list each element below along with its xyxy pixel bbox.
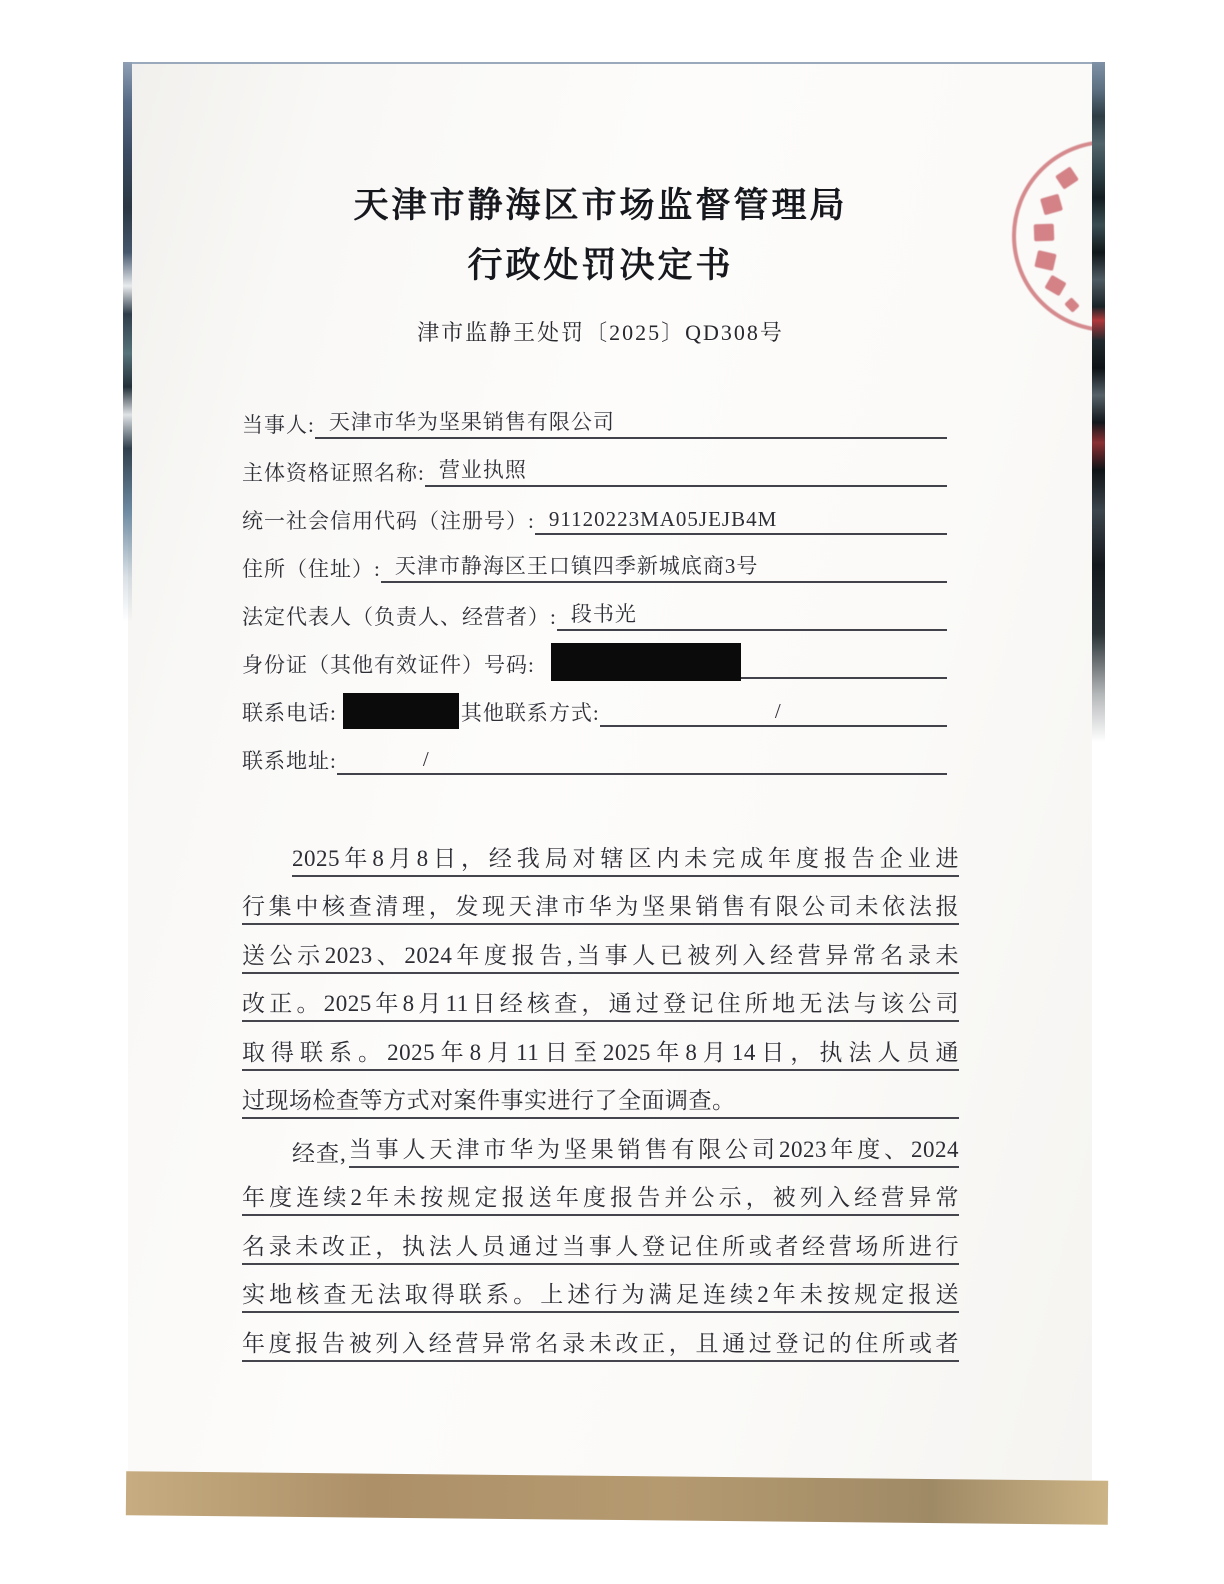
seal-character-mark bbox=[1040, 194, 1063, 216]
document-body bbox=[242, 828, 959, 1362]
document-type: 行政处罚决定书 bbox=[467, 246, 734, 285]
field-row-party bbox=[242, 396, 947, 444]
field-row-credit-code bbox=[242, 492, 947, 540]
body-line bbox=[242, 1119, 959, 1168]
body-line bbox=[242, 1265, 959, 1314]
body-line-prefix: 经查, bbox=[292, 1140, 347, 1166]
official-seal-stamp bbox=[1012, 140, 1092, 332]
field-label: 联系电话: bbox=[242, 701, 337, 725]
field-value: 天津市静海区王口镇四季新城底商3号 bbox=[381, 550, 947, 583]
body-line bbox=[242, 925, 959, 974]
body-line bbox=[242, 828, 959, 877]
field-label: 法定代表人（负责人、经营者）: bbox=[242, 605, 557, 629]
body-line-text: 取得联系。2025年8月11日至2025年8月14日，执法人员通 bbox=[242, 1034, 959, 1071]
document-title bbox=[242, 176, 959, 296]
agency-name: 天津市静海区市场监督管理局 bbox=[353, 186, 848, 225]
field-row-license-name bbox=[242, 444, 947, 492]
field-row-phone bbox=[242, 684, 947, 732]
field-value: 营业执照 bbox=[425, 454, 947, 487]
redaction-bar bbox=[343, 693, 459, 729]
field-label: 主体资格证照名称: bbox=[242, 461, 425, 485]
field-value: 91120223MA05JEJB4M bbox=[535, 507, 947, 535]
redaction-bar bbox=[551, 643, 741, 681]
seal-character-mark bbox=[1044, 275, 1066, 296]
body-line-text: 实地核查无法取得联系。上述行为满足连续2年未按规定报送 bbox=[242, 1276, 959, 1313]
body-line-text: 年度连续2年未按规定报送年度报告并公示，被列入经营异常 bbox=[242, 1179, 959, 1216]
body-line-text: 年度报告被列入经营异常名录未改正，且通过登记的住所或者 bbox=[242, 1325, 959, 1362]
field-underline bbox=[741, 649, 947, 679]
field-value: / bbox=[337, 747, 947, 775]
field-row-address bbox=[242, 540, 947, 588]
field-label: 联系地址: bbox=[242, 749, 337, 773]
field-value: 天津市华为坚果销售有限公司 bbox=[315, 406, 947, 439]
field-label: 当事人: bbox=[242, 413, 315, 437]
body-line-text: 当事人天津市华为坚果销售有限公司2023年度、2024 bbox=[349, 1131, 959, 1168]
body-line bbox=[242, 1022, 959, 1071]
field-value: 段书光 bbox=[557, 598, 947, 631]
field-label: 统一社会信用代码（注册号）: bbox=[242, 509, 535, 533]
body-line bbox=[242, 877, 959, 926]
body-line bbox=[242, 1216, 959, 1265]
field-row-legal-rep bbox=[242, 588, 947, 636]
body-line-text: 改正。2025年8月11日经核查，通过登记住所地无法与该公司 bbox=[242, 985, 959, 1022]
field-row-id-number bbox=[242, 636, 947, 684]
seal-character-mark bbox=[1034, 250, 1056, 271]
seal-character-mark bbox=[1034, 224, 1055, 242]
seal-character-mark bbox=[1064, 297, 1080, 313]
body-line-text: 行集中核查清理，发现天津市华为坚果销售有限公司未依法报 bbox=[242, 888, 959, 925]
field-label: 身份证（其他有效证件）号码: bbox=[242, 653, 535, 677]
seal-character-mark bbox=[1055, 166, 1079, 189]
paper-sheet bbox=[128, 62, 1092, 1480]
field-label-other-contact: 其他联系方式: bbox=[460, 701, 600, 725]
field-row-contact-address bbox=[242, 732, 947, 780]
party-info-fields bbox=[242, 396, 947, 780]
photo-right-edge bbox=[1092, 62, 1105, 742]
body-line bbox=[242, 1071, 959, 1120]
photo-left-edge bbox=[123, 62, 132, 622]
body-line bbox=[242, 1168, 959, 1217]
body-line-text: 过现场检查等方式对案件事实进行了全面调查。 bbox=[242, 1082, 959, 1119]
document-number: 津市监静王处罚〔2025〕QD308号 bbox=[417, 320, 784, 345]
body-line bbox=[242, 974, 959, 1023]
body-line bbox=[242, 1313, 959, 1362]
field-value: / bbox=[600, 699, 947, 727]
body-line-text: 名录未改正，执法人员通过当事人登记住所或者经营场所进行 bbox=[242, 1228, 959, 1265]
field-label: 住所（住址）: bbox=[242, 557, 381, 581]
body-line-text: 2025年8月8日，经我局对辖区内未完成年度报告企业进 bbox=[292, 840, 959, 877]
table-surface-edge bbox=[126, 1471, 1108, 1524]
body-line-text: 送公示2023、2024年度报告,当事人已被列入经营异常名录未 bbox=[242, 937, 959, 974]
